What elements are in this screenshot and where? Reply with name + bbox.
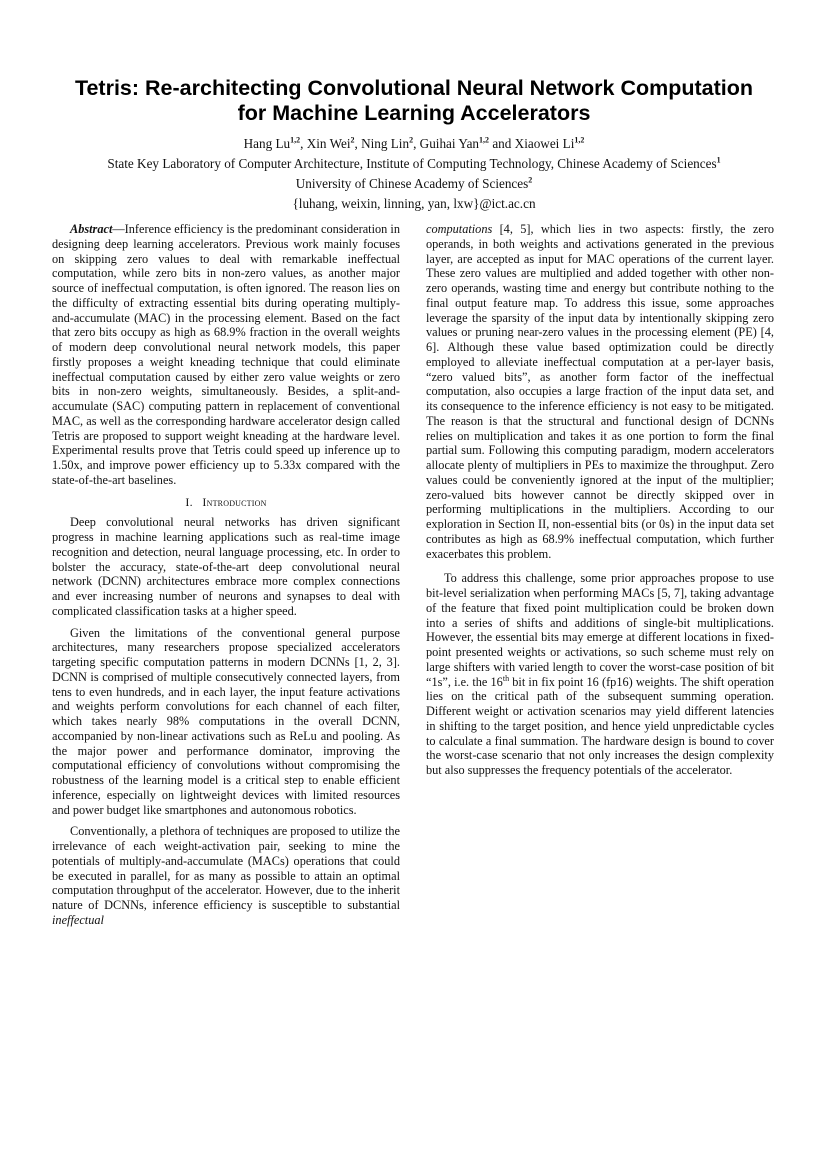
affiliation-2: University of Chinese Academy of Sciences$^2$	[295, 175, 533, 191]
title-line-1: Tetris: Re-architecting Convolutional Neural Network Computation	[74, 76, 754, 100]
intro-paragraph-2: Given the limitations of the conventional general purpose architectures, many researchers propose specialized accelerators targeting specific computation patterns in modern DCNNs [1, 2, 3]. DCNN is comprised of multiple consecutively connected layers, from tens to even hundreds, and in each layer, the input feature activations and weights perform convolutions for each channel of each filter, which takes nearly 98% computations in the overall DCNN, accompanied by non-linear activations such as ReLu and pooling. As the major power and performance dominator, improving the computational efficiency of convolutions without compromising the robustness of the learning model is a critical step to enable efficient inference, especially on lightweight devices with limited resources and power budget like smartphones and autonomous robotics.	[52, 625, 400, 817]
affiliation-1: State Key Laboratory of Computer Architecture, Institute of Computing Technology, Chinese Academy of Sciences$^1$	[107, 155, 721, 171]
left-column	[52, 222, 400, 935]
continued-text: [4, 5], which lies in two aspects: firstly, the zero operands, in both weights and activations generated in the previous layer, are accepted as input for MAC operations of the current layer. These zero values are multiplied and added together with other non-zero operands, wasting time and energy but contribute nothing to the final output feature map. To address this issue, some approaches leverage the sparsity of the input data by intentionally skipping zero values or pruning near-zero values in the processing element (PE) [4, 6]. Although these value based optimization could be directly employed to alleviate ineffectual computation at a per-layer basis, “zero valued bits”, as another form factor of the ineffectual computation, also occupies a large fraction of the input data set, and its consequence to the inference efficiency is not easy to be mitigated. The reason is that the structural and functional design of DCNNs relies on multiplication and takes it as one portion to form the final partial sum. Following this computing paradigm, modern accelerators allocate plenty of multipliers in PEs to maximize the throughput. Zero values could be conveniently ignored at the input of the multiplier; zero-valued bits however cannot be directly skipped over in performing multiplications in the multipliers. According to our exploration in Section II, non-essential bits (or 0s) in the input data set contributes as high as 68.9% ineffectual computation, which further exacerbates this problem.	[426, 222, 774, 561]
author-block	[40, 134, 788, 214]
intro-paragraph-3-text: Conventionally, a plethora of techniques are proposed to utilize the irrelevance of each weight-activation pair, seeking to mine the potentials of multiply-and-accumulate (MACs) operations that could be executed in parallel, for as many as possible to attain an optimal computation throughput of the accelerator. However, due to the inherit nature of DCNNs, inference efficiency is susceptible to substantial	[52, 824, 400, 912]
intro-paragraph-4-b: bit in fix point 16 (fp16) weights. The shift operation lies on the critical path of the subsequent summing operation. Different weight or activation scenarios may yield different latencies in shifting to the target position, and hence yield unpredictable cycles to calculate a final summation. The hardware design is bound to cover the worst-case scenario that not only increases the design complexity but also suppresses the frequency potentials of the accelerator.	[426, 674, 774, 777]
intro-paragraph-3-italic: ineffectual	[52, 912, 104, 927]
intro-paragraph-3-continued	[426, 222, 774, 561]
section-number: I.	[185, 494, 193, 509]
intro-paragraph-1: Deep convolutional neural networks has driven significant progress in machine learning applications such as real-time image recognition and detection, neural language processing, etc. In order to bolster the accuracy, state-of-the-art deep convolutional neural network (DCNN) architectures embrace more complex connections and ever increasing number of neurons and synapses to deal with complicated classification tasks at a higher speed.	[52, 515, 400, 618]
ordinal-superscript: th	[502, 673, 510, 683]
intro-paragraph-4	[426, 571, 774, 778]
right-column	[426, 222, 774, 785]
continued-italic: computations	[426, 222, 493, 236]
abstract-label: Abstract	[70, 222, 113, 236]
authors-line: Hang Lu$^{1,2}$, Xin Wei$^2$, Ning Lin$^2$, Guihai Yan$^{1,2}$ and Xiaowei Li$^{1,2}$	[243, 135, 585, 151]
intro-paragraph-4-a: To address this challenge, some prior approaches propose to use bit-level serialization when performing MACs [5, 7], taking advantage of the feature that fixed point multiplication could be broken down into a series of shifts and additions of single-bit multiplications. However, the essential bits may emerge at different locations in fixed-point presented weights or activations, so such scheme must rely on large shifters with varied length to cover the worst-case position of bit “1s”, i.e. the 16	[426, 571, 774, 689]
section-heading-introduction	[52, 495, 400, 510]
abstract-text: —Inference efficiency is the predominant consideration in designing deep learning accelerators. Previous work mainly focuses on skipping zero values to deal with remarkable ineffectual computation, while zero bits in non-zero values, as another major source of ineffectual computation, is often ignored. The reason lies on the difficulty of extracting essential bits during operating multiply-and-accumulate (MAC) in the processing element. Based on the fact that zero bits occupy as high as 68.9% fraction in the overall weights of modern deep convolutional neural network models, this paper firstly proposes a weight kneading technique that could eliminate ineffectual computation caused by either zero value weights or zero bits in non-zero weights, simultaneously. Besides, a split-and-accumulate (SAC) computing pattern in replacement of conventional MAC, as well as the corresponding hardware accelerator design called Tetris are proposed to support weight kneading at the hardware level. Experimental results prove that Tetris could speed up inference up to 1.50x, and improve power efficiency up to 5.33x compared with the state-of-the-art baselines.	[52, 222, 400, 487]
paper-title	[40, 76, 788, 126]
author-emails: {luhang, weixin, linning, yan, lxw}@ict.ac.cn	[292, 196, 536, 211]
abstract-paragraph	[52, 222, 400, 488]
intro-paragraph-3	[52, 824, 400, 927]
title-line-2: for Machine Learning Accelerators	[237, 101, 591, 125]
section-title: Introduction	[202, 494, 267, 509]
